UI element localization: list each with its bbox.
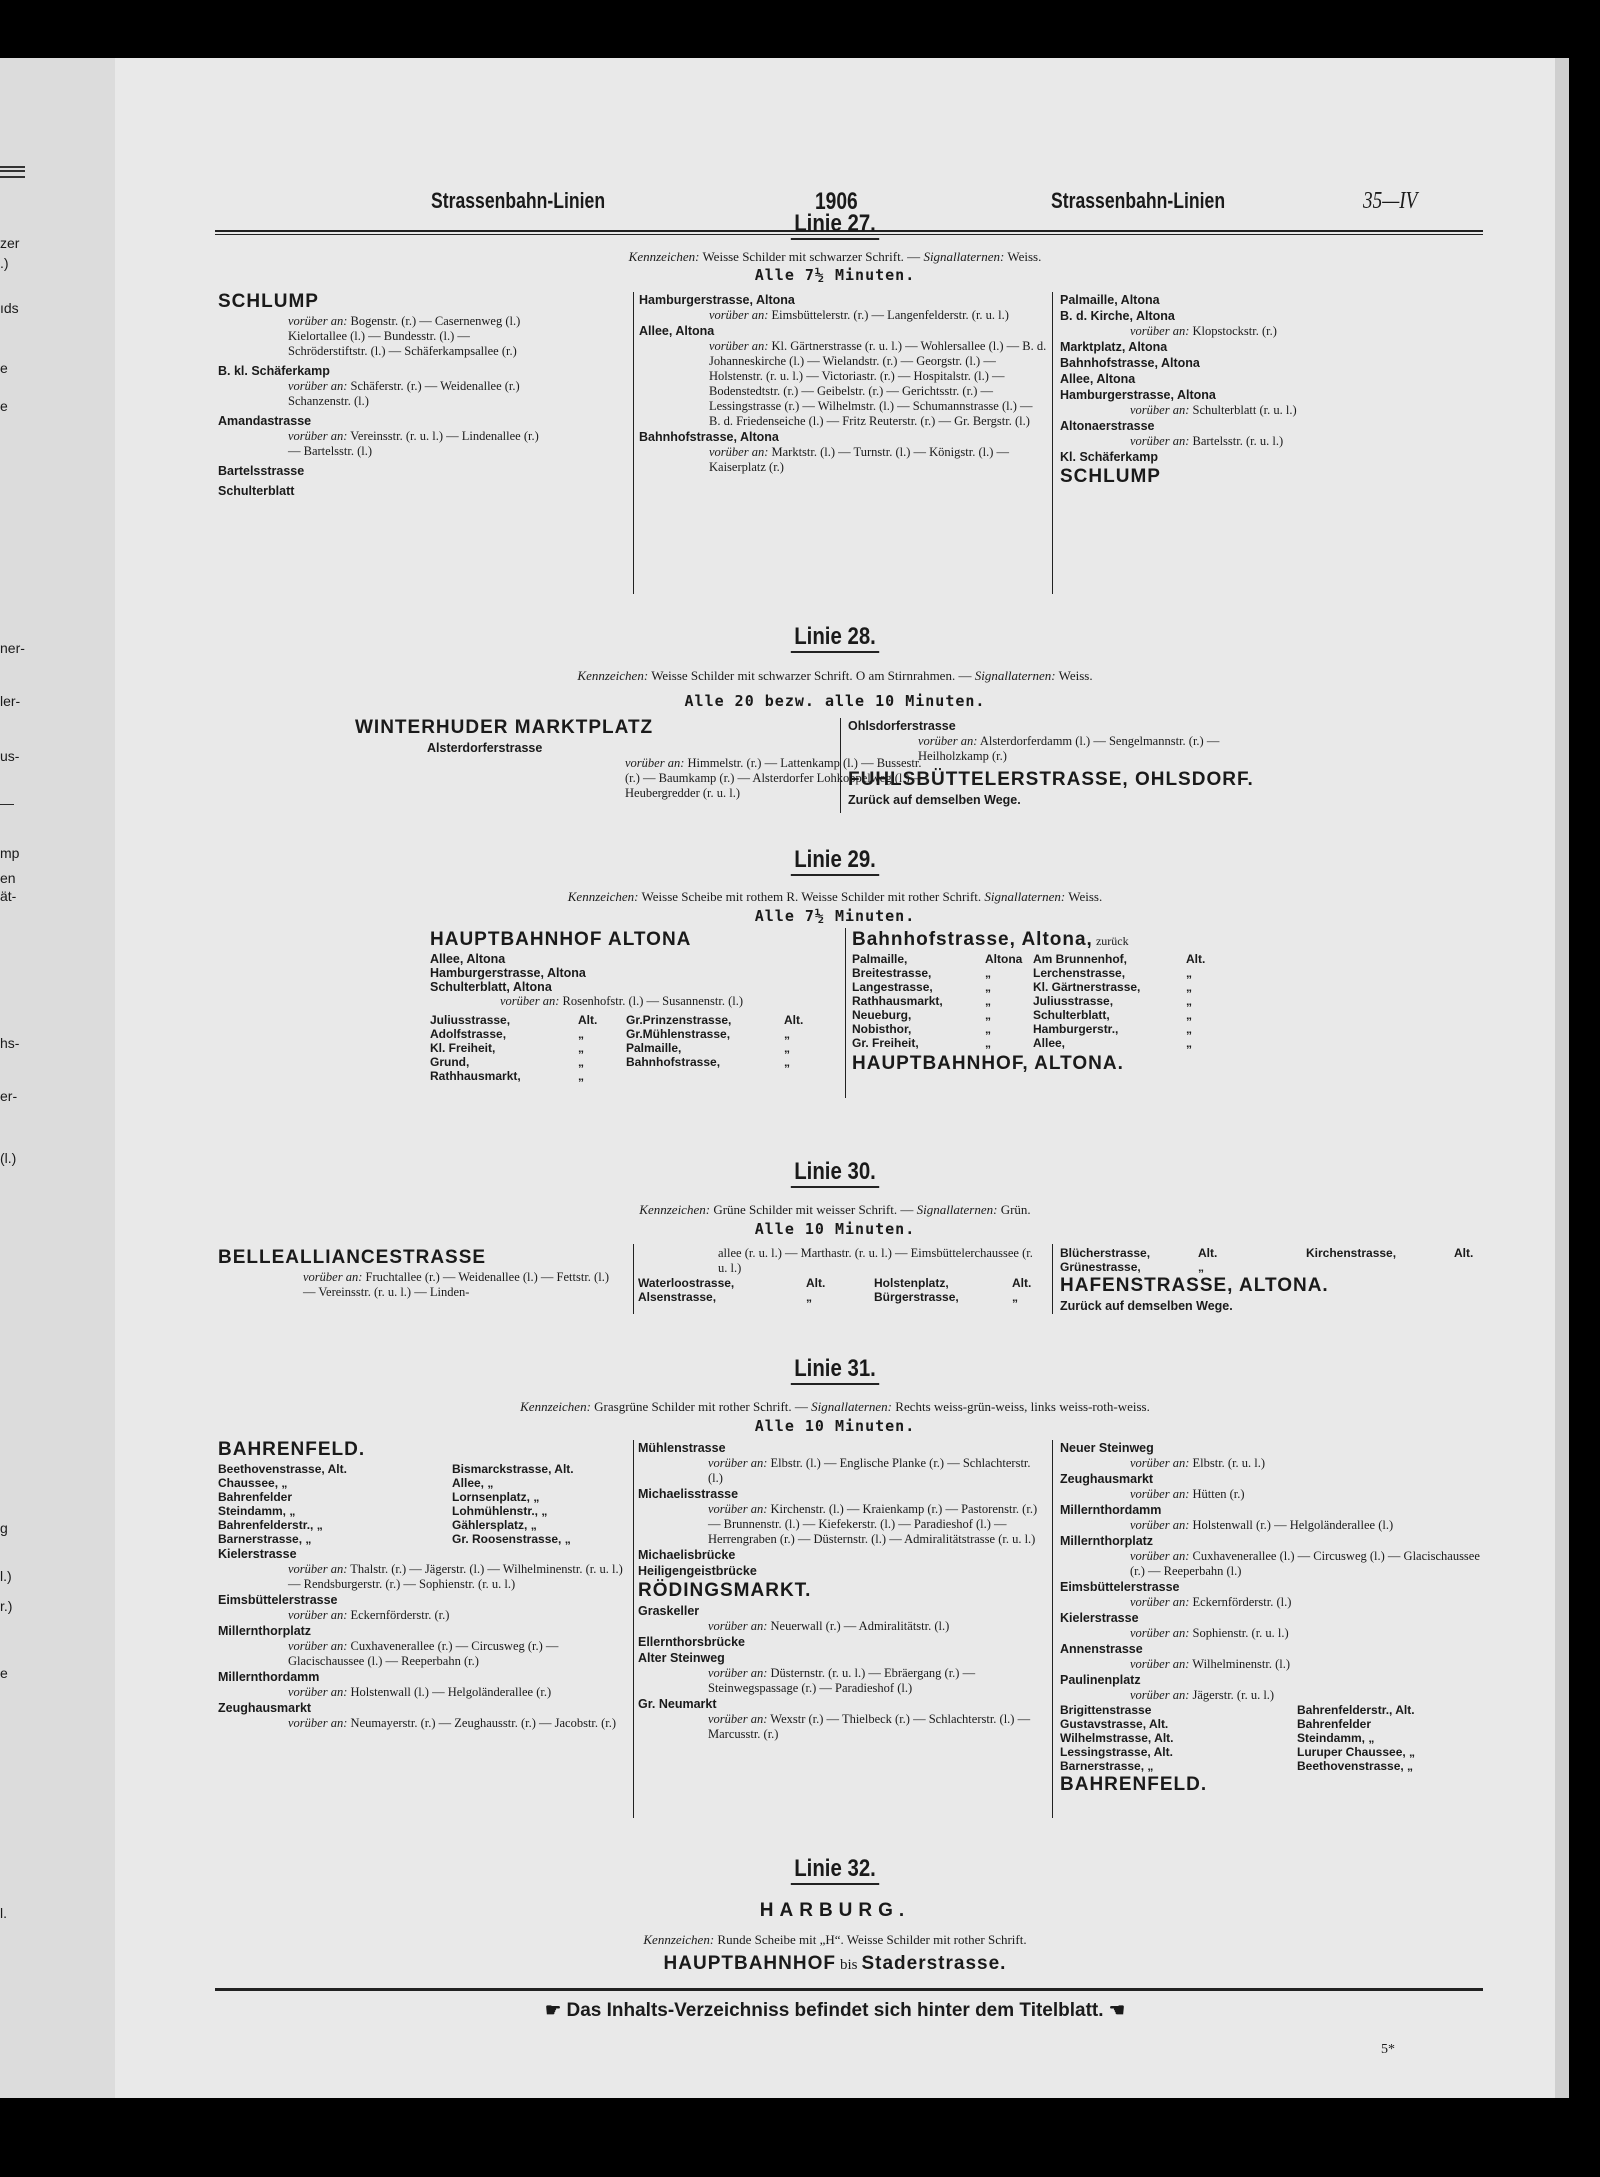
grid-cell: Bahrenfelder	[218, 1490, 293, 1504]
grid-cell: Gr. Roosenstrasse, „	[452, 1532, 571, 1546]
grid-cell: Am Brunnenhof,	[1033, 952, 1127, 966]
l31-separator-2	[1052, 1440, 1053, 1818]
grid-cell: „	[578, 1027, 584, 1041]
grid-cell: Rathhausmarkt,	[852, 994, 943, 1008]
l30-separator-2	[1052, 1244, 1053, 1314]
spine-rule	[0, 176, 25, 178]
grid-cell	[1306, 1260, 1446, 1274]
l29-column-1: HAUPTBAHNHOF ALTONA Allee, Altona Hamburgerstrasse, Altona Schulterblatt, Altona vorüber an: Rosenhofstr. (l.) — Susannenstr. (l.) Juliusstrasse, Alt. Gr.Prinzenstrasse, Alt. Adolfstrasse, „ Gr.Mühlenstrasse, „ Kl. Freiheit, „ Palmaille, „ Grund, „ Bahnhofstrasse, „ Rathhausmarkt, „	[430, 928, 840, 1083]
grid-cell: Alt.	[1012, 1276, 1032, 1290]
grid-cell: „	[578, 1055, 584, 1069]
grid-cell: Grünestrasse,	[1060, 1260, 1141, 1274]
grid-cell: Adolfstrasse,	[430, 1027, 507, 1041]
grid-cell: Kl. Gärtnerstrasse,	[1033, 980, 1141, 994]
grid-cell: Hamburgerstr.,	[1033, 1022, 1119, 1036]
header-page-number: 35—IV	[1363, 188, 1418, 214]
spine-text-fragment: (l.)	[0, 1150, 17, 1166]
spine-text-fragment: e	[0, 1665, 8, 1681]
l31-column-3: Neuer Steinweg vorüber an: Elbstr. (r. u. l.) Zeughausmarkt vorüber an: Hütten (r.) Millernthordamm vorüber an: Holstenwall (r.) — Helgoländerallee (l.) Millernthorplatz vorüber an: Cuxhavenerallee (l.) — Circusweg (l.) — Glacischaussee (r.) — Reeperbahn (l.) Eimsbüttelerstrasse vorüber an: Eckernförderstr. (l.) Kielerstrasse vorüber an: Sophienstr. (r. u. l.) Annenstrasse vorüber an: Wilhelminenstr. (l.) Paulinenplatz vorüber an: Jägerstr. (r. u. l.) Brigittenstrasse Bahrenfelderstr., Alt. Gustavstrasse, Alt. Bahrenfelder Wilhelmstrasse, Alt. Steindamm, „ Lessingstrasse, Alt. Luruper Chaussee, „ Barnerstrasse, „ Beethovenstrasse, „ BAHRENFELD.	[1060, 1441, 1480, 1795]
l27-title: Linie 27.	[115, 210, 1555, 240]
grid-cell: „	[985, 1008, 991, 1022]
adjacent-page-spine	[0, 58, 123, 2098]
spine-text-fragment: r.)	[0, 1598, 13, 1614]
grid-cell: Gr. Freiheit,	[852, 1036, 919, 1050]
grid-cell: Allee, „	[452, 1476, 494, 1490]
grid-cell: Lerchenstrasse,	[1033, 966, 1126, 980]
grid-cell: Bürgerstrasse,	[874, 1290, 959, 1304]
l29-title: Linie 29.	[115, 846, 1555, 876]
grid-cell: Alt.	[1198, 1246, 1218, 1260]
spine-text-fragment: zer	[0, 235, 20, 251]
l31-column-2: Mühlenstrasse vorüber an: Elbstr. (l.) — Englische Planke (r.) — Schlachterstr. (l.) Michaelisstrasse vorüber an: Kirchenstr. (l.) — Kraienkamp (r.) — Pastorenstr. (r.) — Brunnenstr. (l.) — Kiefekerstr. (l.) — Paradieshof (l.) — Herrengraben (r.) — Düsternstr. (l.) — Admiralitätstrasse (r. u. l.) Michaelisbrücke Heiligengeistbrücke RÖDINGSMARKT. Graskeller vorüber an: Neuerwall (r.) — Admiralitätstr. (l.) Ellernthorsbrücke Alter Steinweg vorüber an: Düsternstr. (r. u. l.) — Ebräergang (r.) — Steinwegspassage (r.) — Paradieshof (l.) Gr. Neumarkt vorüber an: Wexstr (r.) — Thielbeck (r.) — Schlachterstr. (l.) — Marcusstr. (r.)	[638, 1441, 1038, 1741]
grid-cell: Beethovenstrasse, „	[1297, 1759, 1414, 1773]
grid-cell: Kirchenstrasse,	[1306, 1246, 1397, 1260]
grid-cell: „	[985, 1022, 991, 1036]
grid-cell: Steindamm, „	[1297, 1731, 1375, 1745]
l32-harburg: HARBURG.	[759, 1900, 911, 1921]
grid-cell: „	[1186, 980, 1192, 994]
spine-text-fragment: hs-	[0, 1035, 20, 1051]
l31-c3-grid	[1060, 1703, 1480, 1773]
grid-cell: „	[784, 1041, 790, 1055]
grid-cell: „	[985, 980, 991, 994]
l27-column-1: SCHLUMP vorüber an: Bogenstr. (r.) — Casernenweg (l.) Kielortallee (l.) — Bundesstr. (l.) — Schröderstiftstr. (l.) — Schäferkampsallee (r.) B. kl. Schäferkamp vorüber an: Schäferstr. (r.) — Weidenallee (r.) Schanzenstr. (l.) Amandastrasse vorüber an: Vereinsstr. (r. u. l.) — Lindenallee (r.) — Bartelsstr. (l.) Bartelsstrasse Schulterblatt	[218, 290, 548, 499]
grid-cell: „	[1186, 994, 1192, 1008]
grid-cell: Barnerstrasse, „	[1060, 1759, 1154, 1773]
grid-cell: „	[1186, 1036, 1192, 1050]
grid-cell	[784, 1069, 804, 1083]
grid-cell: Gustavstrasse, Alt.	[1060, 1717, 1169, 1731]
grid-cell: Alt.	[578, 1013, 598, 1027]
grid-cell: Waterloostrasse,	[638, 1276, 735, 1290]
header-year: 1906	[815, 188, 858, 215]
footer-note: ☛ Das Inhalts-Verzeichniss befindet sich hinter dem Titelblatt. ☚	[545, 2000, 1125, 2021]
spine-text-fragment: —	[0, 795, 14, 811]
grid-cell: Juliusstrasse,	[430, 1013, 511, 1027]
document-page	[115, 58, 1555, 2098]
spine-text-fragment: en	[0, 870, 16, 886]
page-edge	[1555, 58, 1569, 2098]
grid-cell: „	[1186, 1008, 1192, 1022]
grid-cell: Juliusstrasse,	[1033, 994, 1114, 1008]
grid-cell: Wilhelmstrasse, Alt.	[1060, 1731, 1174, 1745]
pointing-hand-icon: ☛	[545, 2000, 562, 2020]
spine-text-fragment: ner-	[0, 640, 25, 656]
spine-text-fragment: e	[0, 398, 8, 414]
grid-cell: Kl. Freiheit,	[430, 1041, 496, 1055]
l30-kennzeichen: Kennzeichen: Grüne Schilder mit weisser Schrift. — Signallaternen: Grün.	[639, 1202, 1031, 1217]
grid-cell: Bahrenfelderstr., Alt.	[1297, 1703, 1415, 1717]
spine-text-fragment: mp	[0, 845, 20, 861]
folio: 5*	[1381, 2042, 1395, 2057]
grid-cell: Allee,	[1033, 1036, 1066, 1050]
grid-cell: Palmaille,	[852, 952, 908, 966]
spine-text-fragment: .)	[0, 255, 9, 271]
grid-cell: Alt.	[1186, 952, 1206, 966]
grid-cell: Neueburg,	[852, 1008, 912, 1022]
l29-frequency: Alle 7½ Minuten.	[754, 907, 916, 925]
grid-cell: „	[1012, 1290, 1018, 1304]
l28-title: Linie 28.	[115, 623, 1555, 653]
grid-cell: „	[806, 1290, 812, 1304]
l30-separator-1	[633, 1244, 634, 1314]
spine-text-fragment: ler-	[0, 693, 21, 709]
grid-cell: Gr.Prinzenstrasse,	[626, 1013, 732, 1027]
grid-cell: „	[1186, 1022, 1192, 1036]
l28-kennzeichen: Kennzeichen: Weisse Schilder mit schwarzer Schrift. O am Stirnrahmen. — Signallaternen: Weiss.	[577, 668, 1093, 683]
grid-cell: Bahrenfelderstr., „	[218, 1518, 323, 1532]
grid-cell: Altona	[985, 952, 1023, 966]
grid-cell: Nobisthor,	[852, 1022, 912, 1036]
grid-cell: Bahnhofstrasse,	[626, 1055, 721, 1069]
grid-cell: Palmaille,	[626, 1041, 682, 1055]
spine-rule	[0, 170, 25, 172]
l30-title: Linie 30.	[115, 1158, 1555, 1188]
grid-cell: Beethovenstrasse, Alt.	[218, 1462, 347, 1476]
grid-cell: Langestrasse,	[852, 980, 933, 994]
l28-column-1: WINTERHUDER MARKTPLATZ Alsterdorferstrasse vorüber an: Himmelstr. (r.) — Lattenkamp (l.) — Bussestr. (r.) — Baumkamp (r.) — Alsterdorfer Lohkoppelweg (l.) — Heubergredder (r. u. l.)	[355, 717, 926, 800]
grid-cell: Lornsenplatz, „	[452, 1490, 540, 1504]
l31-title: Linie 31.	[115, 1355, 1555, 1385]
grid-cell: Blücherstrasse,	[1060, 1246, 1151, 1260]
l32-route: HAUPTBAHNHOF bis Staderstrasse.	[663, 1953, 1007, 1974]
l30-column-3: Blücherstrasse, Alt. Kirchenstrasse, Alt. Grünestrasse, „ HAFENSTRASSE, ALTONA. Zurück auf demselben Wege.	[1060, 1246, 1480, 1314]
grid-cell: Luruper Chaussee, „	[1297, 1745, 1416, 1759]
l32-kennzeichen: Kennzeichen: Runde Scheibe mit „H“. Weisse Schilder mit rother Schrift.	[643, 1932, 1027, 1947]
l27-column-2: Hamburgerstrasse, Altona vorüber an: Eimsbüttelerstr. (r.) — Langenfelderstr. (r. u. l.) Allee, Altona vorüber an: Kl. Gärtnerstrasse (r. u. l.) — Wohlersallee (l.) — B. d. Johanneskirche (l.) — Wielandstr. (r.) — Georgstr. (l.) — Holstenstr. (r. u. l.) — Victoriastr. (r.) — Hospitalstr. (l.) — Bodenstedtstr. (r.) — Geibelstr. (r.) — Gerichtsstr. (r.) — Lessingstrasse (r.) — Wilhelmstr. (l.) — Schumannstrasse (l.) — B. d. Friedenseiche (l.) — Fritz Reuterstr. (r.) — Gr. Bergstr. (l.) Bahnhofstrasse, Altona vorüber an: Marktstr. (l.) — Turnstr. (l.) — Königstr. (l.) — Kaiserplatz (r.)	[639, 293, 1047, 474]
grid-cell: Bismarckstrasse, Alt.	[452, 1462, 574, 1476]
l31-separator-1	[633, 1440, 634, 1818]
grid-cell: „	[784, 1027, 790, 1041]
grid-cell: Chaussee, „	[218, 1476, 288, 1490]
l29-right-grid	[852, 952, 1372, 1050]
l30-column-1: BELLEALLIANCESTRASSE vorüber an: Fruchtallee (r.) — Weidenallee (l.) — Fettstr. (l.) — Vereinsstr. (r. u. l.) — Linden-	[218, 1247, 609, 1299]
l30-column-2: allee (r. u. l.) — Marthastr. (r. u. l.) — Eimsbüttelerchaussee (r. u. l.) Waterloostrasse, Alt. Holstenplatz, Alt. Alsenstrasse, „ Bürgerstrasse, „	[638, 1246, 1048, 1304]
grid-cell: Barnerstrasse, „	[218, 1532, 312, 1546]
grid-cell: Lohmühlenstr., „	[452, 1504, 548, 1518]
spine-text-fragment: l.)	[0, 1568, 12, 1584]
l27-start: SCHLUMP	[218, 291, 319, 312]
l27-separator-1	[633, 292, 634, 594]
l30-c3-grid	[1060, 1246, 1480, 1274]
grid-cell: Lessingstrasse, Alt.	[1060, 1745, 1173, 1759]
grid-cell: „	[578, 1041, 584, 1055]
spine-text-fragment: us-	[0, 748, 20, 764]
grid-cell: Brigittenstrasse	[1060, 1703, 1152, 1717]
l28-frequency: Alle 20 bezw. alle 10 Minuten.	[684, 692, 986, 710]
grid-cell: Bahrenfelder	[1297, 1717, 1372, 1731]
l31-column-1: BAHRENFELD. Beethovenstrasse, Alt. Bismarckstrasse, Alt. Chaussee, „ Allee, „ Bahrenfelder Lornsenplatz, „ Steindamm, „ Lohmühlenstr., „ Bahrenfelderstr., „ Gählersplatz, „ Barnerstrasse, „ Gr. Roosenstrasse, „ Kielerstrasse vorüber an: Thalstr. (r.) — Jägerstr. (l.) — Wilhelminenstr. (r. u. l.) — Rendsburgerstr. (r.) — Sophienstr. (r. u. l.) Eimsbüttelerstrasse vorüber an: Eckernförderstr. (r.) Millernthorplatz vorüber an: Cuxhavenerallee (r.) — Circusweg (r.) — Glacischaussee (l.) — Reeperbahn (r.) Millernthordamm vorüber an: Holstenwall (l.) — Helgoländerallee (r.) Zeughausmarkt vorüber an: Neumayerstr. (r.) — Zeughausstr. (r.) — Jacobstr. (r.)	[218, 1438, 628, 1731]
grid-cell: Rathhausmarkt,	[430, 1069, 521, 1083]
grid-cell: „	[784, 1055, 790, 1069]
spine-text-fragment: er-	[0, 1088, 18, 1104]
spine-text-fragment: e	[0, 360, 8, 376]
grid-cell: „	[985, 966, 991, 980]
spine-text-fragment: g	[0, 1520, 8, 1536]
header-left: Strassenbahn-Linien	[431, 188, 606, 213]
grid-cell: „	[578, 1069, 584, 1083]
l27-kennzeichen: Kennzeichen: Weisse Schilder mit schwarzer Schrift. — Signallaternen: Weiss.	[628, 249, 1042, 264]
l30-c2-grid	[638, 1276, 1048, 1304]
grid-cell: Alsenstrasse,	[638, 1290, 717, 1304]
l30-frequency: Alle 10 Minuten.	[754, 1220, 916, 1238]
grid-cell: „	[1186, 966, 1192, 980]
l31-frequency: Alle 10 Minuten.	[754, 1417, 916, 1435]
grid-cell: Alt.	[806, 1276, 826, 1290]
l31-kennzeichen: Kennzeichen: Grasgrüne Schilder mit rother Schrift. — Signallaternen: Rechts weiss-grün-weiss, links weiss-roth-weiss.	[520, 1399, 1150, 1414]
l27-frequency: Alle 7½ Minuten.	[754, 266, 916, 284]
grid-cell: Schulterblatt,	[1033, 1008, 1110, 1022]
header-right: Strassenbahn-Linien	[1051, 188, 1226, 213]
l28-separator	[840, 718, 841, 813]
spine-text-fragment: ät-	[0, 888, 17, 904]
grid-cell: Alt.	[784, 1013, 804, 1027]
l27-separator-2	[1052, 292, 1053, 594]
l29-column-2: Bahnhofstrasse, Altona, zurück Palmaille, Altona Am Brunnenhof, Alt. Breitestrasse, „ Lerchenstrasse, „ Langestrasse, „ Kl. Gärtnerstrasse, „ Rathhausmarkt, „ Juliusstrasse, „ Neueburg, „ Schulterblatt, „ Nobisthor, „ Hamburgerstr., „ Gr. Freiheit, „ Allee, „ HAUPTBAHNHOF, ALTONA.	[852, 928, 1372, 1076]
l29-left-grid	[430, 1013, 840, 1083]
spine-text-fragment: ıds	[0, 300, 19, 316]
grid-cell: Alt.	[1454, 1246, 1474, 1260]
grid-cell: Holstenplatz,	[874, 1276, 949, 1290]
footer-rule	[215, 1988, 1483, 1991]
grid-cell: Breitestrasse,	[852, 966, 932, 980]
l31-c1-grid	[218, 1462, 628, 1546]
grid-cell: „	[985, 1036, 991, 1050]
l32-title: Linie 32.	[115, 1855, 1555, 1885]
grid-cell: Steindamm, „	[218, 1504, 296, 1518]
l29-kennzeichen: Kennzeichen: Weisse Scheibe mit rothem R. Weisse Schilder mit rother Schrift. Signallaternen: Weiss.	[567, 889, 1103, 904]
grid-cell: „	[985, 994, 991, 1008]
spine-rule	[0, 166, 25, 168]
l29-separator	[845, 928, 846, 1098]
l27-column-3: Palmaille, Altona B. d. Kirche, Altona vorüber an: Klopstockstr. (r.) Marktplatz, Altona Bahnhofstrasse, Altona Allee, Altona Hamburgerstrasse, Altona vorüber an: Schulterblatt (r. u. l.) Altonaerstrasse vorüber an: Bartelsstr. (r. u. l.) Kl. Schäferkamp SCHLUMP	[1060, 293, 1297, 487]
grid-cell	[626, 1069, 776, 1083]
spine-text-fragment: l.	[0, 1905, 7, 1921]
pointing-hand-icon-left: ☚	[1108, 2000, 1125, 2020]
grid-cell: Gr.Mühlenstrasse,	[626, 1027, 731, 1041]
grid-cell: Grund,	[430, 1055, 470, 1069]
grid-cell: Gählersplatz, „	[452, 1518, 537, 1532]
grid-cell	[1454, 1260, 1474, 1274]
l28-column-2: Ohlsdorferstrasse vorüber an: Alsterdorferdamm (l.) — Sengelmannstr. (r.) — Heilholzkamp (r.) FUHLSBÜTTELERSTRASSE, OHLSDORF. Zurück auf demselben Wege.	[848, 719, 1254, 807]
grid-cell: „	[1198, 1260, 1204, 1274]
